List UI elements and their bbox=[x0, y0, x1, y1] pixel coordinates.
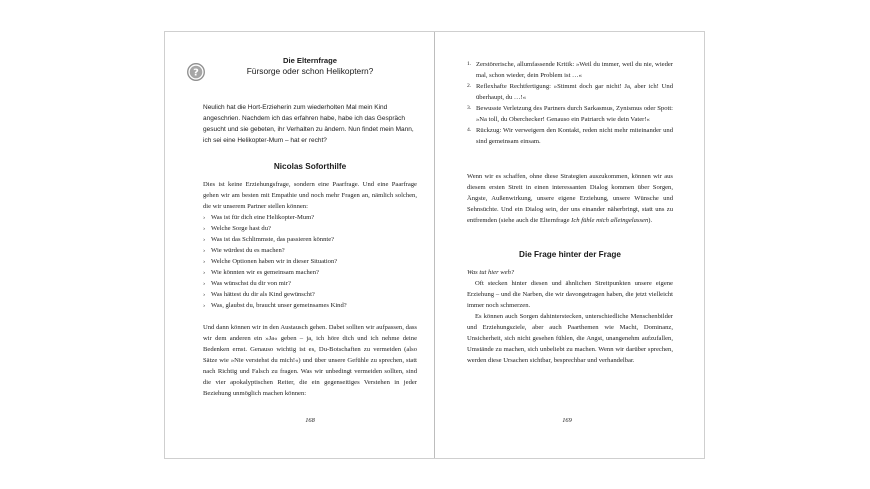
question-list bbox=[203, 212, 417, 311]
bullet-icon: › bbox=[203, 247, 206, 254]
bullet-icon: › bbox=[203, 214, 206, 221]
right-page bbox=[467, 32, 673, 458]
list-item: › Welche Optionen haben wir in dieser Situation? bbox=[203, 258, 338, 265]
list-item: › Was wünschst du dir von mir? bbox=[203, 280, 291, 287]
bullet-icon: › bbox=[203, 291, 206, 298]
list-item: 4. Rückzug: Wir verweigern den Kontakt, reden nicht mehr miteinander und sind gemeinsam einsam. bbox=[467, 127, 673, 145]
list-item: › Was, glaubst du, braucht unser gemeinsames Kind? bbox=[203, 302, 347, 309]
item-number: 2. bbox=[467, 83, 472, 89]
item-number: 3. bbox=[467, 105, 472, 111]
section-heading-left: Nicolas Soforthilfe bbox=[273, 162, 347, 171]
cross-reference: Ich fühle mich alleingelassen bbox=[571, 217, 649, 224]
item-number: 1. bbox=[467, 61, 472, 67]
closing-paragraph: Und dann können wir in den Austausch gehen. Dabei sollten wir aufpassen, dass wir dem anderen ein »Ja« geben – ja, ich höre dich und ich nehme deine Bedenken ernst. Genauso wichtig ist es, Du-Botschaften zu vermeiden (also Sätze wie »Nie verstehst du mich!«) und über unsere Gefühle zu sprechen, statt nach Richtig und Falsch zu fragen. Was wir unbedingt vermeiden sollten, sind die vier apokalyptischen Reiter, die ein gegenseitiges Verstehen in jeder Beziehung unmöglich machen können: bbox=[203, 324, 417, 397]
question-header bbox=[203, 56, 417, 76]
paragraph-1: Oft stecken hinter diesen und ähnlichen Streitpunkten unsere eigene Erziehung – und die Narben, die wir davongetragen haben, die jetzt vielleicht immer noch schmerzen. bbox=[467, 280, 673, 309]
intro-paragraph: Dies ist keine Erziehungsfrage, sondern eine Paarfrage. Und eine Paarfrage gehen wir am besten mit Empathie und noch mehr Fragen an, nämlich solchen, die wir unserem Partner stellen können: bbox=[203, 181, 417, 210]
numbered-list bbox=[467, 59, 673, 147]
list-item: › Was hättest du dir als Kind gewünscht? bbox=[203, 291, 315, 298]
list-item: › Wie würdest du es machen? bbox=[203, 247, 285, 254]
page-number-left: 168 bbox=[305, 417, 315, 424]
paragraph-2: Es können auch Sorgen dahinterstecken, unterschiedliche Menschenbilder und Erziehungsziele, aber auch Paarthemen wie Macht, Dominanz, Unsicherheit, sich nicht gesehen fühlen, die Angst, unangenehm aufzufallen, Umstände zu machen, sich unbeliebt zu machen. Wenn wir darüber sprechen, werden diese Ursachen sichtbar, besprechbar und verhandelbar. bbox=[467, 313, 673, 364]
list-item: 2. Reflexhafte Rechtfertigung: »Stimmt doch gar nicht! Ja, aber ich! Und überhaupt, du …!« bbox=[467, 83, 673, 101]
bullet-icon: › bbox=[203, 236, 206, 243]
question-title: Die Elternfrage bbox=[282, 56, 338, 65]
question-subtitle: Fürsorge oder schon Helikoptern? bbox=[246, 66, 374, 76]
list-item: › Welche Sorge hast du? bbox=[203, 225, 271, 232]
bullet-icon: › bbox=[203, 280, 206, 287]
list-item: › Wie könnten wir es gemeinsam machen? bbox=[203, 269, 319, 276]
list-item: › Was ist das Schlimmste, das passieren könnte? bbox=[203, 236, 335, 243]
svg-text:?: ? bbox=[193, 67, 199, 79]
left-page bbox=[193, 32, 417, 458]
strategy-paragraph: Wenn wir es schaffen, ohne diese Strategien auszukommen, können wir aus diesem ersten Streit in einen interessanten Dialog kommen über Sorgen, Ängste, Außenwirkung, unsere eigene Erziehung, unsere Wünsche und Sehnsüchte. Und ein Dialog sein, der uns einander näherbringt, statt uns zu entfremden (siehe auch die Elternfrage Ich fühle mich alleingelassen). bbox=[467, 173, 673, 224]
question-text: Neulich hat die Hort-Erzieherin zum wiederholten Mal mein Kind angeschrien. Nachdem ich das erfahren habe, habe ich das Gespräch gesucht und sie gebeten, ihr Verhalten zu ändern. Nun findet mein Mann, ich sei eine Helikopter-Mum – hat er recht? bbox=[203, 104, 414, 144]
bullet-icon: › bbox=[203, 225, 206, 232]
list-item: › Was ist für dich eine Helikopter-Mum? bbox=[203, 214, 315, 221]
book-spread bbox=[164, 31, 705, 459]
bullet-icon: › bbox=[203, 269, 206, 276]
bullet-icon: › bbox=[203, 302, 206, 309]
list-item: 3. Bewusste Verletzung des Partners durch Sarkasmus, Zynismus oder Spott: »Na toll, du Oberchecker! Genauso ein Patriarch wie dein Vater!« bbox=[467, 105, 673, 123]
bullet-icon: › bbox=[203, 258, 206, 265]
item-number: 4. bbox=[467, 127, 472, 133]
page-gutter bbox=[434, 32, 435, 458]
list-item: 1. Zerstörerische, allumfassende Kritik: »Weil du immer, weil du nie, wieder mal, schon wieder, dein Problem ist …« bbox=[467, 61, 673, 79]
subheading: Was tut hier weh? bbox=[467, 269, 515, 276]
section-heading-right: Die Frage hinter der Frage bbox=[519, 250, 621, 259]
page-number-right: 169 bbox=[562, 417, 572, 424]
